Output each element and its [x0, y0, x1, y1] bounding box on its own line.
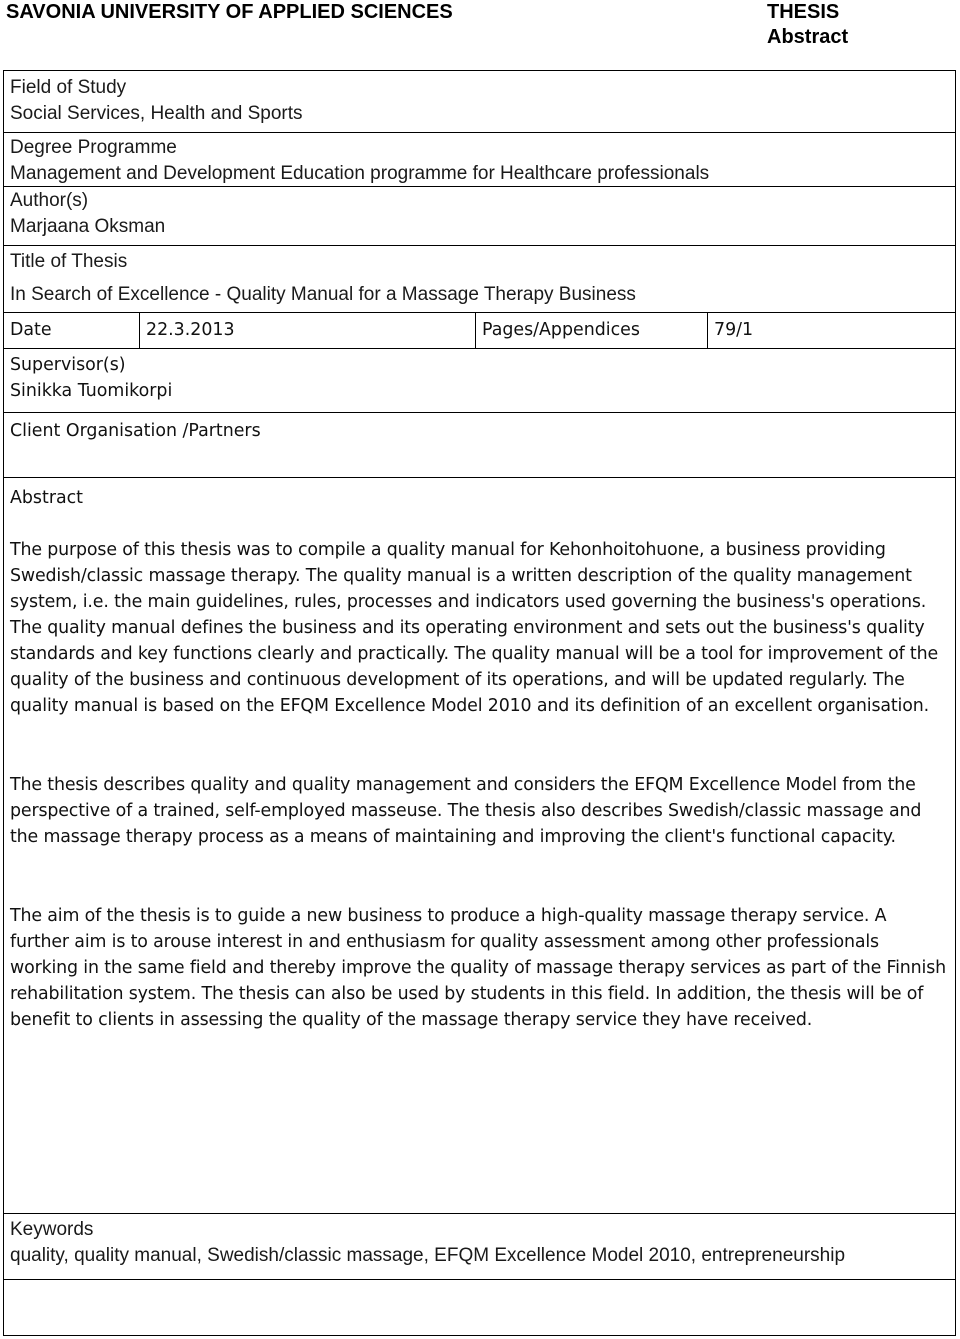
supervisors-value: Sinikka Tuomikorpi — [10, 381, 173, 401]
abstract-paragraph: The aim of the thesis is to guide a new business to produce a high-quality massage therapy service. A further aim is to arouse interest in and enthusiasm for quality assessment among other professionals working in the same field and thereby improve the quality of massage therapy services as part of the Finnish rehabilitation system. The thesis can also be used by students in this field. In addition, the thesis will be of benefit to clients in assessing the quality of the massage therapy service they have received. — [10, 906, 946, 1030]
divider — [3, 312, 956, 313]
field-of-study-label: Field of Study — [10, 77, 127, 98]
document-type-line1: THESIS — [767, 1, 840, 23]
supervisors-label: Supervisor(s) — [10, 355, 126, 375]
degree-programme-label: Degree Programme — [10, 137, 177, 158]
thesis-title-label: Title of Thesis — [10, 251, 128, 272]
column-separator — [707, 312, 708, 348]
divider — [3, 1213, 956, 1214]
thesis-title-value: In Search of Excellence - Quality Manual for a Massage Therapy Business — [10, 284, 636, 305]
keywords-value: quality, quality manual, Swedish/classic massage, EFQM Excellence Model 2010, entrepreneurship — [10, 1245, 846, 1266]
document-type — [767, 0, 848, 50]
document-type-line2: Abstract — [767, 26, 849, 48]
keywords-label: Keywords — [10, 1219, 94, 1240]
field-of-study-value: Social Services, Health and Sports — [10, 103, 303, 124]
divider — [3, 245, 956, 246]
column-separator — [475, 312, 476, 348]
divider — [3, 348, 956, 349]
authors-value: Marjaana Oksman — [10, 216, 166, 237]
pages-appendices-label: Pages/Appendices — [482, 320, 640, 340]
date-label: Date — [10, 320, 52, 340]
pages-appendices-value: 79/1 — [714, 320, 754, 340]
divider — [3, 477, 956, 478]
column-separator — [139, 312, 140, 348]
authors-label: Author(s) — [10, 190, 89, 211]
client-organisation-label: Client Organisation /Partners — [10, 421, 261, 441]
abstract-paragraph: The thesis describes quality and quality management and considers the EFQM Excellence Model from the perspective of a trained, self-employed masseuse. The thesis also describes Swedish/classic massage and the massage therapy process as a means of maintaining and improving the client's functional capacity. — [10, 775, 922, 847]
divider — [3, 132, 956, 133]
institution-name: SAVONIA UNIVERSITY OF APPLIED SCIENCES — [6, 1, 453, 23]
divider — [3, 1279, 956, 1280]
degree-programme-value: Management and Development Education programme for Healthcare professionals — [10, 163, 710, 184]
abstract-label: Abstract — [10, 488, 84, 508]
abstract-paragraph: The purpose of this thesis was to compile a quality manual for Kehonhoitohuone, a business providing Swedish/classic massage therapy. The quality manual is a written description of the quality management system, i.e. the main guidelines, rules, processes and indicators used governing the business's operations. The quality manual defines the business and its operating environment and sets out the business's quality standards and key functions clearly and practically. The quality manual will be a tool for improvement of the quality of the business and continuous development of its operations, and will be updated regularly. The quality manual is based on the EFQM Excellence Model 2010 and its definition of an excellent organisation. — [10, 540, 939, 716]
date-value: 22.3.2013 — [146, 320, 235, 340]
divider — [3, 412, 956, 413]
